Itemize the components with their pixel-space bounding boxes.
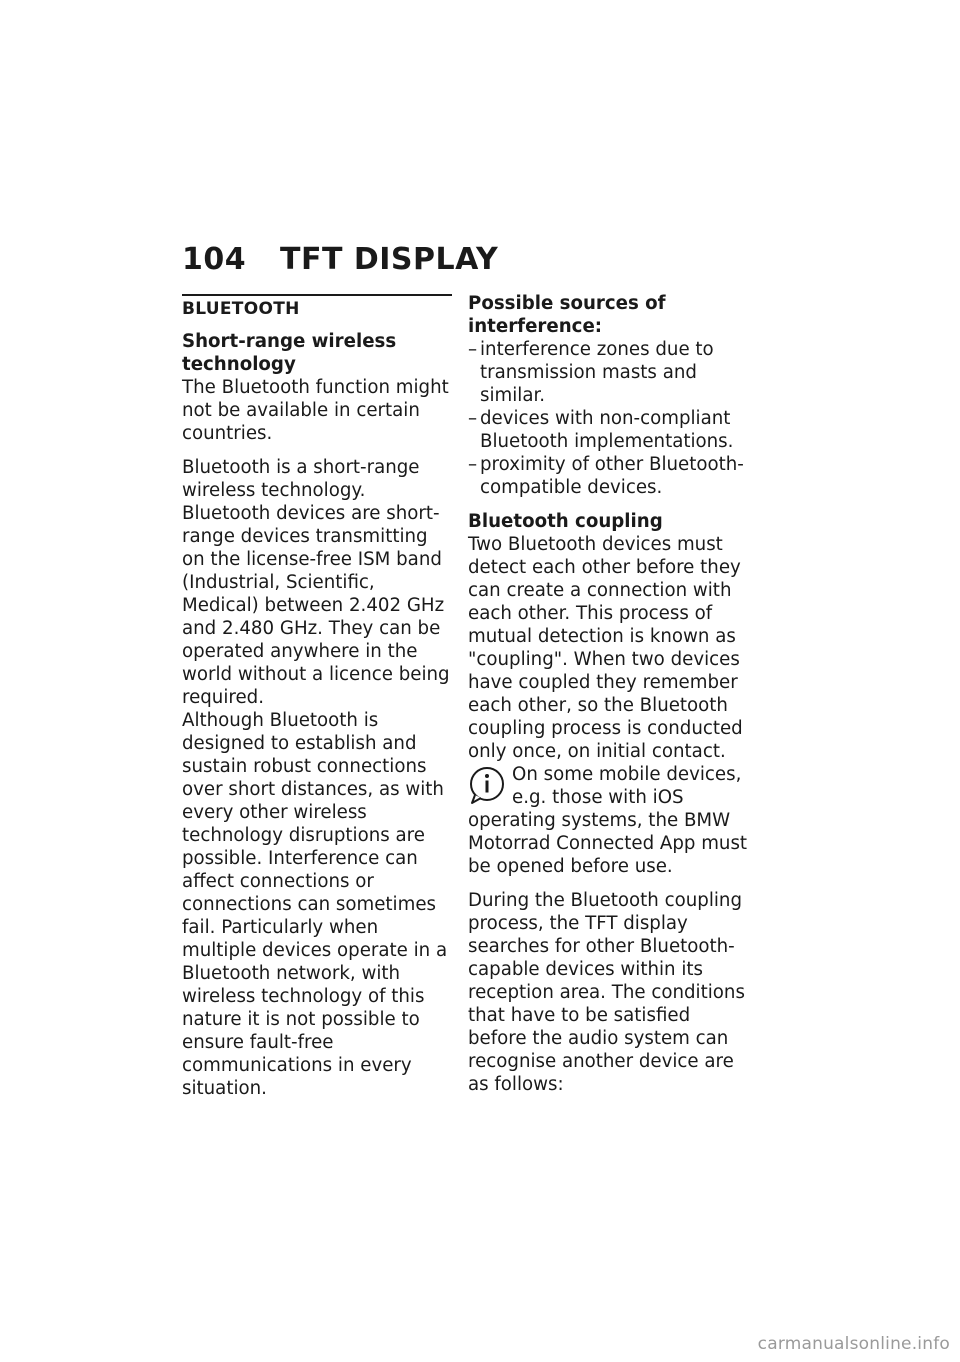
section-divider [182, 294, 452, 321]
dash-marker: – [468, 408, 478, 429]
paragraph-bluetooth-intro: Bluetooth is a short-range wireless technology. Bluetooth devices are short-range devices transmitting on the license-free ISM band (Industrial, Scientific, Medical) between 2.402 GHz and 2.480 GHz. They can be operated anywhere in the world without a licence being required. [182, 457, 450, 708]
paragraph-robust-connections: Although Bluetooth is designed to establish and sustain robust connections over short distances, as with every other wireless technology disruptions are possible. Interference can affect connections or connections can sometimes fail. Particularly when multiple devices operate in a Bluetooth network, with wireless technology of this nature it is not possible to ensure fault-free communications in every situation. [182, 710, 448, 1099]
left-column [182, 294, 452, 1100]
paragraph-availability: The Bluetooth function might not be available in certain countries. [182, 377, 449, 444]
interference-list [468, 338, 748, 499]
interference-heading: Possible sources of interference: [468, 293, 666, 337]
paragraph-coupling: Two Bluetooth devices must detect each other before they can create a connection with each other. This process of mutual detection is known as "coupling". When two devices have coupled they remember each other, so the Bluetooth coupling process is conducted only once, on initial contact. [468, 534, 743, 762]
note-text: On some mobile devices, e.g. those with iOS operating systems, the BMW Motorrad Connected App must be opened before use. [468, 764, 748, 877]
coupling-heading: Bluetooth coupling [468, 511, 663, 532]
right-column [468, 292, 748, 1096]
section-title: BLUETOOTH [182, 299, 300, 319]
page-number: 104 [182, 242, 247, 277]
list-item: – interference zones due to transmission masts and similar. [468, 339, 714, 406]
list-item: – devices with non-compliant Bluetooth implementations. [468, 408, 734, 452]
subheading-short-range: Short-range wireless technology [182, 331, 397, 375]
list-item: – proximity of other Bluetooth-compatible devices. [468, 454, 744, 498]
paragraph-coupling-process: During the Bluetooth coupling process, the TFT display searches for other Bluetooth-capable devices within its reception area. The conditions that have to be satisfied before the audio system can recognise another device are as follows: [468, 890, 745, 1095]
info-icon [468, 765, 506, 805]
chapter-title: TFT DISPLAY [280, 242, 499, 277]
page-header [182, 242, 498, 277]
dash-marker: – [468, 454, 478, 475]
dash-marker: – [468, 339, 478, 360]
info-note [468, 763, 748, 878]
watermark: carmanualsonline.info [757, 1334, 950, 1354]
